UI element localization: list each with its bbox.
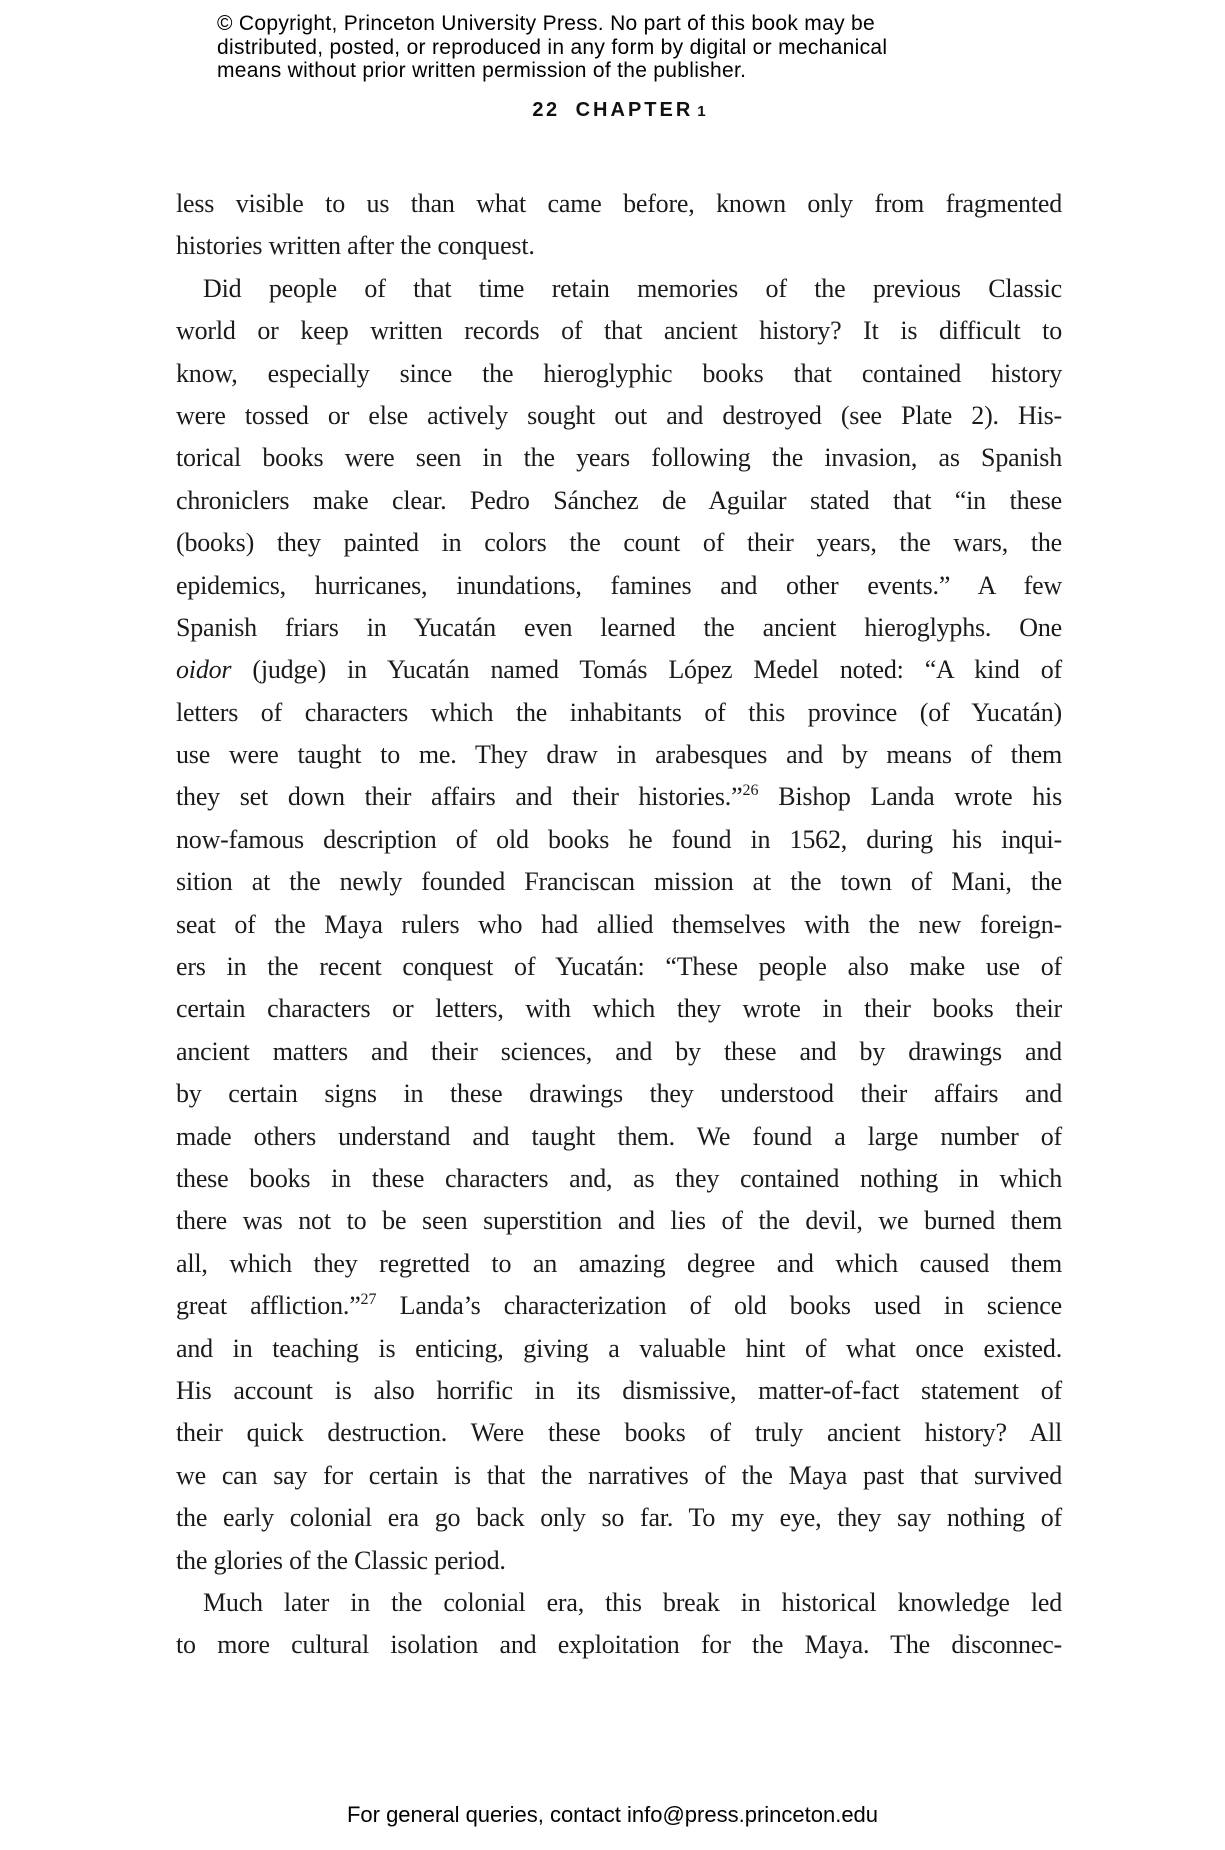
- text-segment: their quick destruction. Were these books of truly ancient history? All: [176, 1418, 1062, 1448]
- text-line: [176, 1158, 1062, 1200]
- text-line: [176, 395, 1062, 437]
- text-segment: Bishop Landa wrote his: [758, 782, 1062, 812]
- text-segment: use were taught to me. They draw in arabesques and by means of them: [176, 740, 1062, 770]
- footnote-superscript: 27: [360, 1291, 377, 1309]
- text-segment: we can say for certain is that the narratives of the Maya past that survived: [176, 1460, 1062, 1490]
- text-line: [176, 310, 1062, 352]
- text-line: [176, 649, 1062, 691]
- italic-term: oidor: [176, 655, 232, 685]
- text-line: [176, 861, 1062, 903]
- text-segment: Did people of that time retain memories of the previous Classic: [203, 273, 1062, 303]
- copyright-line-1: © Copyright, Princeton University Press. No part of this book may be: [217, 12, 875, 35]
- chapter-number: 1: [697, 103, 706, 120]
- text-segment: now-famous description of old books he found in 1562, during his inqui-: [176, 824, 1062, 854]
- text-line: [176, 1624, 1062, 1666]
- text-segment: torical books were seen in the years following the invasion, as Spanish: [176, 443, 1062, 473]
- text-segment: to more cultural isolation and exploitation for the Maya. The disconnec-: [176, 1630, 1062, 1660]
- text-segment: made others understand and taught them. We found a large number of: [176, 1121, 1062, 1151]
- text-segment: and in teaching is enticing, giving a valuable hint of what once existed.: [176, 1333, 1062, 1363]
- text-line: [176, 1285, 1062, 1327]
- text-segment: certain characters or letters, with which they wrote in their books their: [176, 994, 1062, 1024]
- text-line: [176, 225, 1062, 267]
- text-segment: ers in the recent conquest of Yucatán: “These people also make use of: [176, 952, 1062, 982]
- text-segment: great affliction.”: [176, 1291, 361, 1321]
- text-line: [176, 353, 1062, 395]
- text-segment: epidemics, hurricanes, inundations, famines and other events.” A few: [176, 570, 1062, 600]
- text-line: [176, 1116, 1062, 1158]
- footer-query-line: For general queries, contact info@press.princeton.edu: [346, 1802, 879, 1827]
- text-segment: by certain signs in these drawings they understood their affairs and: [176, 1079, 1062, 1109]
- text-line: [176, 1200, 1062, 1242]
- text-segment: chroniclers make clear. Pedro Sánchez de Aguilar stated that “in these: [176, 485, 1062, 515]
- text-segment: (books) they painted in colors the count of their years, the wars, the: [176, 528, 1062, 558]
- text-line: [176, 1497, 1062, 1539]
- text-segment: Spanish friars in Yucatán even learned the ancient hieroglyphs. One: [176, 612, 1062, 642]
- page-number: 22: [532, 99, 560, 121]
- running-head: [176, 99, 1062, 123]
- text-line: [176, 522, 1062, 564]
- text-line: [176, 437, 1062, 479]
- text-segment: they set down their affairs and their histories.”: [176, 782, 743, 812]
- text-line: [176, 480, 1062, 522]
- text-line: [176, 1540, 1062, 1582]
- text-line: [176, 819, 1062, 861]
- text-segment: ancient matters and their sciences, and by these and by drawings and: [176, 1036, 1062, 1066]
- text-line: [176, 1582, 1062, 1624]
- text-segment: sition at the newly founded Franciscan mission at the town of Mani, the: [176, 867, 1062, 897]
- text-line: [176, 1031, 1062, 1073]
- text-line: [176, 692, 1062, 734]
- text-line: [176, 946, 1062, 988]
- copyright-notice: [217, 12, 887, 83]
- chapter-label: CHAPTER: [575, 99, 694, 121]
- text-line: [176, 776, 1062, 818]
- text-line: [176, 904, 1062, 946]
- text-segment: were tossed or else actively sought out and destroyed (see Plate 2). His-: [176, 400, 1062, 430]
- text-segment: (judge) in Yucatán named Tomás López Medel noted: “A kind of: [231, 655, 1062, 685]
- text-segment: know, especially since the hieroglyphic books that contained history: [176, 358, 1062, 388]
- text-line: [176, 734, 1062, 776]
- text-segment: histories written after the conquest.: [176, 231, 535, 261]
- text-segment: less visible to us than what came before, known only from fragmented: [176, 189, 1062, 218]
- text-segment: Landa’s characterization of old books used in science: [376, 1291, 1062, 1321]
- text-line: [176, 1243, 1062, 1285]
- text-line: [176, 565, 1062, 607]
- text-segment: the glories of the Classic period.: [176, 1545, 506, 1575]
- text-line: [176, 1370, 1062, 1412]
- text-line: [176, 988, 1062, 1030]
- text-line: [176, 1328, 1062, 1370]
- body-text: [176, 183, 1062, 1667]
- text-segment: there was not to be seen superstition and lies of the devil, we burned them: [176, 1206, 1062, 1236]
- text-line: [176, 1412, 1062, 1454]
- text-segment: these books in these characters and, as they contained nothing in which: [176, 1163, 1062, 1193]
- text-segment: all, which they regretted to an amazing degree and which caused them: [176, 1248, 1062, 1278]
- text-line: [176, 1455, 1062, 1497]
- text-line: [176, 183, 1062, 225]
- text-line: [176, 268, 1062, 310]
- text-line: [176, 1073, 1062, 1115]
- text-line: [176, 607, 1062, 649]
- text-segment: world or keep written records of that ancient history? It is difficult to: [176, 316, 1062, 346]
- text-segment: the early colonial era go back only so far. To my eye, they say nothing of: [176, 1503, 1062, 1533]
- footnote-superscript: 26: [742, 782, 759, 800]
- text-segment: His account is also horrific in its dismissive, matter-of-fact statement of: [176, 1375, 1062, 1405]
- text-segment: letters of characters which the inhabitants of this province (of Yucatán): [176, 697, 1062, 727]
- text-segment: Much later in the colonial era, this break in historical knowledge led: [203, 1587, 1062, 1617]
- text-segment: seat of the Maya rulers who had allied themselves with the new foreign-: [176, 909, 1062, 939]
- copyright-line-2: distributed, posted, or reproduced in any form by digital or mechanical: [217, 35, 888, 59]
- copyright-line-3: means without prior written permission of the publisher.: [217, 59, 747, 82]
